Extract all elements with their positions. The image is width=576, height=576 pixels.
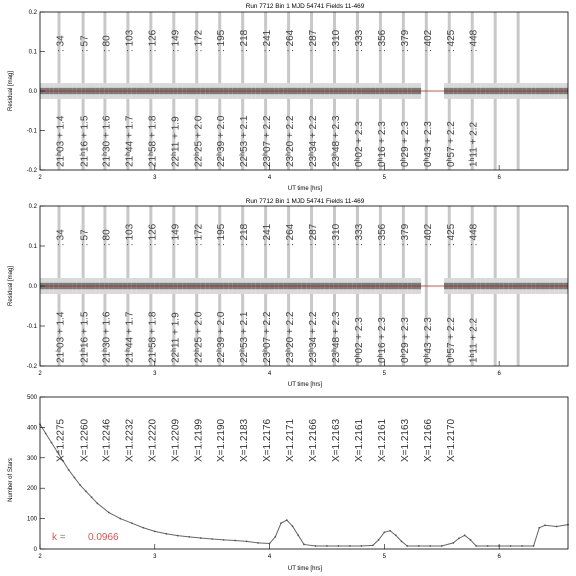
field-coordinate-label: 22ʰ11 + 1.9 [170,116,182,167]
star-count-point [315,545,317,547]
airmass-label: X=1.2199 [193,418,205,462]
y-tick-label: 0.0 [28,89,37,95]
field-coordinate-label: 22ʰ39 + 2.0 [216,311,228,363]
airmass-label: X=1.2166 [308,418,320,462]
field-number-label: : 402 [422,223,434,246]
residual-panel-middle [8,198,568,388]
field-coordinate-label: 1ʰ11 + 2.2 [468,121,480,167]
field-coordinate-label: 23ʰ34 + 2.2 [308,311,320,363]
field-coordinate-label: 22ʰ25 + 2.0 [193,115,205,167]
y-tick-label: 500 [26,395,37,401]
star-count-point [74,477,76,479]
y-tick-label: -0.1 [26,128,37,135]
field-number-label: : 172 [193,223,205,246]
airmass-label: X=1.2275 [55,418,67,462]
x-tick-label: 6 [497,175,501,181]
field-coordinate-label: 21ʰ03 + 1.4 [55,311,67,363]
x-tick-label: 5 [382,554,387,560]
field-coordinate-label: 0ʰ29 + 2.3 [399,121,411,167]
star-count-point [131,522,133,524]
field-coordinate-label: 0ʰ16 + 2.3 [376,317,388,363]
field-coordinate-label: 21ʰ58 + 1.8 [147,311,159,363]
star-count-point [280,522,282,524]
field-number-label: : 218 [239,223,251,246]
y-tick-label: 200 [26,486,37,493]
x-tick-label: 2 [38,371,42,377]
field-coordinate-label: 22ʰ11 + 1.9 [170,312,182,363]
star-count-point [292,525,294,527]
field-number-label: : 172 [193,29,205,52]
field-coordinate-label: 0ʰ02 + 2.3 [353,317,365,363]
x-tick-label: 5 [382,175,387,181]
field-coordinate-label: 0ʰ57 + 2.2 [445,121,457,167]
field-number-label: : 356 [376,223,388,246]
field-coordinate-label: 22ʰ53 + 2.1 [239,311,251,363]
field-number-label: : 149 [170,223,182,246]
airmass-label: X=1.2232 [124,418,136,462]
star-count-point [45,433,47,435]
star-count-point [85,490,87,492]
residual-density [40,83,568,99]
star-count-point [165,533,167,535]
field-coordinate-label: 23ʰ34 + 2.2 [308,115,320,167]
star-count-point [556,526,558,528]
field-number-label: : 103 [124,29,136,52]
field-number-label: : 57 [79,229,91,246]
star-count-point [211,538,213,540]
y-tick-label: 0 [33,547,37,553]
field-number-label: : 80 [101,229,113,246]
plot-frame [40,397,568,549]
x-tick-label: 4 [267,175,272,181]
star-count-point [79,484,81,486]
field-number-label: : 195 [216,223,228,246]
star-count-point [487,545,489,547]
airmass-label: X=1.2161 [376,418,388,462]
field-number-label: : 241 [262,223,274,246]
field-number-label: : 264 [285,223,297,246]
star-count-point [372,544,374,546]
star-count-point [360,545,362,547]
field-coordinate-label: 23ʰ20 + 2.2 [285,115,297,167]
residual-density [40,278,568,294]
x-tick-label: 4 [267,371,272,377]
star-count-point [200,537,202,539]
star-count-point [441,545,443,547]
extinction-k-label: k = [52,532,66,543]
field-number-label: : 195 [216,29,228,52]
star-count-point [510,545,512,547]
x-tick-label: 2 [38,554,42,560]
x-tick-label: 5 [382,371,387,377]
airmass-label: X=1.2260 [79,418,91,462]
star-count-point [521,545,523,547]
field-coordinate-label: 23ʰ48 + 2.3 [330,115,342,167]
star-count-panel [8,395,569,572]
star-count-point [142,527,144,529]
field-coordinate-labels [56,311,480,363]
star-count-point [154,530,156,532]
airmass-label: X=1.2209 [170,418,182,462]
y-axis-label: Number of Stars [8,458,14,502]
star-count-point [533,545,535,547]
field-number-label: : 34 [55,35,67,52]
star-count-point [303,544,305,546]
panel-title: Run 7712 Bin 1 MJD 54741 Fields 11-469 [245,3,365,10]
x-tick-label: 4 [267,554,272,560]
field-number-label: : 80 [101,35,113,52]
star-count-point [378,539,380,541]
y-tick-label: 0.1 [28,49,37,56]
field-number-label: : 333 [353,29,365,52]
star-count-point [119,518,121,520]
star-count-point [401,541,403,543]
star-count-point [389,530,391,532]
x-tick-label: 6 [497,371,501,377]
field-coordinate-label: 23ʰ48 + 2.3 [330,311,342,363]
field-number-label: : 310 [330,223,342,246]
field-number-label: : 448 [468,29,480,52]
x-tick-label: 3 [153,371,157,377]
field-number-label: : 126 [147,29,159,52]
x-axis-label: UT time [hrs] [287,382,323,388]
star-count-point [452,542,454,544]
y-tick-label: 0.2 [28,204,37,210]
airmass-label: X=1.2190 [216,418,228,462]
field-number-label: : 57 [79,35,91,52]
field-coordinate-label: 0ʰ16 + 2.3 [376,121,388,167]
field-number-label: : 264 [285,29,297,52]
airmass-label: X=1.2163 [399,418,411,462]
y-tick-label: 300 [26,455,37,462]
field-coordinate-label: 21ʰ58 + 1.8 [147,115,159,167]
field-coordinate-label: 23ʰ07 + 2.2 [262,115,274,167]
x-tick-label: 6 [497,554,501,560]
star-count-point [68,469,70,471]
star-count-series [39,423,569,546]
panel-title: Run 7712 Bin 1 MJD 54741 Fields 11-469 [245,198,365,205]
field-coordinate-label: 21ʰ30 + 1.6 [101,311,113,363]
y-tick-label: 400 [26,425,37,432]
airmass-label: X=1.2170 [445,418,457,462]
field-coordinate-label: 0ʰ43 + 2.3 [422,121,434,167]
extinction-k-value: 0.0966 [88,532,119,543]
x-tick-label: 2 [38,175,42,181]
field-number-label: : 218 [239,29,251,52]
star-count-point [188,536,190,538]
star-count-point [223,539,225,541]
field-number-label: : 310 [330,29,342,52]
residual-panel-top [8,3,568,192]
field-number-label: : 402 [422,29,434,52]
airmass-label: X=1.2163 [330,418,342,462]
star-count-point [383,531,385,533]
star-count-point [475,545,477,547]
field-coordinate-labels [56,115,480,167]
airmass-label: X=1.2183 [239,418,251,462]
airmass-label: X=1.2171 [285,418,297,462]
star-count-point [544,524,546,526]
field-number-label: : 448 [468,223,480,246]
star-count-point [234,540,236,542]
star-count-point [464,534,466,536]
star-count-point [297,534,299,536]
field-number-label: : 287 [308,29,320,52]
star-count-point [538,527,540,529]
star-count-point [470,539,472,541]
field-coordinate-label: 22ʰ25 + 2.0 [193,311,205,363]
star-count-point [177,535,179,537]
field-number-label: : 149 [170,29,182,52]
star-count-point [286,519,288,521]
star-count-point [91,496,93,498]
field-number-label: : 425 [445,223,457,246]
star-count-line [40,424,568,546]
airmass-label: X=1.2246 [101,418,113,462]
airmass-label: X=1.2166 [422,418,434,462]
field-number-label: : 379 [399,29,411,52]
y-tick-label: -0.2 [26,168,37,174]
field-number-label: : 241 [262,29,274,52]
airmass-label: X=1.2176 [262,418,274,462]
y-axis-ticks [27,395,45,553]
y-tick-label: -0.1 [26,324,37,330]
star-count-point [395,534,397,536]
field-coordinate-label: 22ʰ53 + 2.1 [239,115,251,167]
field-number-label: : 34 [55,229,67,246]
airmass-labels [56,418,457,462]
field-number-labels [56,223,480,246]
field-coordinate-label: 21ʰ30 + 1.6 [101,115,113,167]
star-count-point [458,537,460,539]
field-number-label: : 333 [353,223,365,246]
y-axis-label: Residual [mag] [8,70,14,112]
star-count-point [96,503,98,505]
field-coordinate-label: 21ʰ44 + 1.7 [124,115,136,167]
field-number-label: : 425 [445,29,457,52]
field-coordinate-label: 23ʰ20 + 2.2 [285,311,297,363]
star-count-point [349,545,351,547]
field-coordinate-label: 0ʰ02 + 2.3 [353,121,365,167]
star-count-point [326,545,328,547]
field-coordinate-label: 0ʰ57 + 2.2 [445,317,457,363]
y-tick-label: 0.1 [28,244,37,250]
airmass-label: X=1.2220 [147,418,159,462]
field-coordinate-label: 21ʰ16 + 1.5 [79,115,91,167]
y-tick-label: 0.2 [28,10,37,16]
field-coordinate-label: 1ʰ11 + 2.2 [468,317,480,363]
field-coordinate-label: 22ʰ39 + 2.0 [216,115,228,167]
y-tick-label: 100 [26,516,37,523]
field-number-label: : 287 [308,223,320,246]
x-axis-label: UT time [hrs] [287,186,323,192]
field-number-label: : 126 [147,223,159,246]
x-tick-label: 3 [153,175,157,181]
field-number-label: : 379 [399,223,411,246]
field-number-label: : 356 [376,29,388,52]
star-count-point [51,442,53,444]
star-count-point [418,545,420,547]
star-count-point [338,545,340,547]
field-coordinate-label: 23ʰ07 + 2.2 [262,311,274,363]
star-count-point [429,545,431,547]
field-coordinate-label: 0ʰ43 + 2.3 [422,317,434,363]
star-count-point [406,545,408,547]
star-count-point [257,542,259,544]
star-count-point [246,541,248,543]
x-tick-label: 3 [153,554,157,560]
y-axis-label: Residual [mag] [8,265,14,307]
y-tick-label: 0.0 [28,284,37,290]
airmass-label: X=1.2161 [353,418,365,462]
star-count-point [274,536,276,538]
field-coordinate-label: 21ʰ44 + 1.7 [124,311,136,363]
field-coordinate-label: 21ʰ03 + 1.4 [55,115,67,167]
field-number-labels [56,29,480,52]
field-coordinate-label: 0ʰ29 + 2.3 [399,317,411,363]
field-coordinate-label: 21ʰ16 + 1.5 [79,311,91,363]
x-axis-label: UT time [hrs] [287,566,323,572]
y-tick-label: -0.2 [26,364,37,370]
star-count-point [108,512,110,514]
field-number-label: : 103 [124,223,136,246]
